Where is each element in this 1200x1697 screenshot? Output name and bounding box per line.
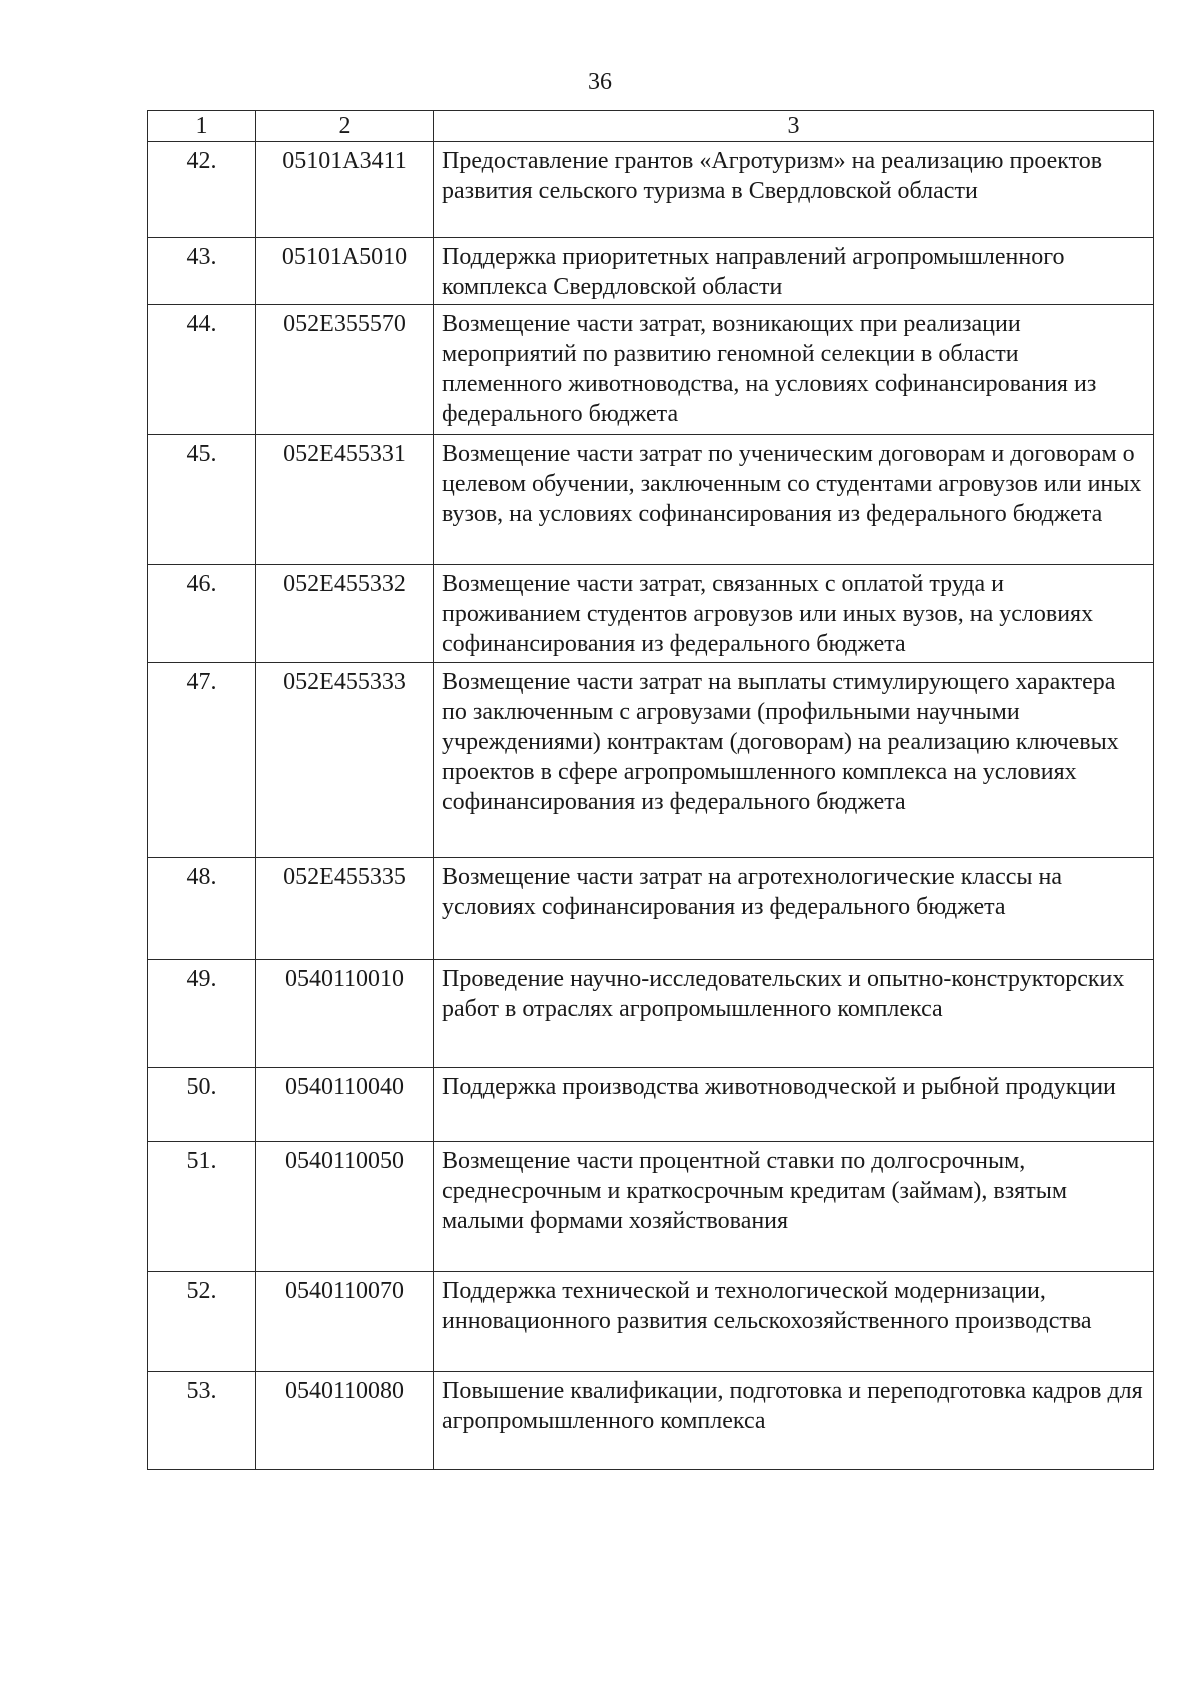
row-number: 47. (148, 663, 256, 858)
row-description: Возмещение части затрат на агротехнологические классы на условиях софинансирования из федерального бюджета (434, 858, 1154, 960)
column-header-code: 2 (256, 111, 434, 142)
row-code: 0540110040 (256, 1068, 434, 1142)
row-description: Возмещение части затрат по ученическим договорам и договорам о целевом обучении, заключенным со студентами агровузов или иных вузов, на условиях софинансирования из федерального бюджета (434, 435, 1154, 565)
row-code: 05101A3411 (256, 142, 434, 238)
table-row (148, 663, 1154, 858)
row-number: 50. (148, 1068, 256, 1142)
page-number: 36 (588, 69, 612, 95)
table-row (148, 305, 1154, 435)
row-number: 48. (148, 858, 256, 960)
table-header-row (148, 111, 1154, 142)
row-description: Поддержка производства животноводческой и рыбной продукции (434, 1068, 1154, 1142)
row-code: 0540110010 (256, 960, 434, 1068)
row-description: Поддержка приоритетных направлений агропромышленного комплекса Свердловской области (434, 238, 1154, 305)
row-description: Проведение научно-исследовательских и опытно-конструкторских работ в отраслях агропромышленного комплекса (434, 960, 1154, 1068)
column-header-description: 3 (434, 111, 1154, 142)
budget-code-table (147, 110, 1154, 1470)
row-code: 0540110050 (256, 1142, 434, 1272)
table-row (148, 565, 1154, 663)
row-description: Возмещение части процентной ставки по долгосрочным, среднесрочным и краткосрочным кредитам (займам), взятым малыми формами хозяйствования (434, 1142, 1154, 1272)
row-description: Предоставление грантов «Агротуризм» на реализацию проектов развития сельского туризма в Свердловской области (434, 142, 1154, 238)
row-code: 05101A5010 (256, 238, 434, 305)
row-code: 052E455335 (256, 858, 434, 960)
row-description: Повышение квалификации, подготовка и переподготовка кадров для агропромышленного комплекса (434, 1372, 1154, 1470)
row-code: 0540110080 (256, 1372, 434, 1470)
row-code: 052E455331 (256, 435, 434, 565)
table-row (148, 960, 1154, 1068)
row-number: 42. (148, 142, 256, 238)
row-number: 49. (148, 960, 256, 1068)
table-row (148, 142, 1154, 238)
table-row (148, 1142, 1154, 1272)
table-row (148, 1372, 1154, 1470)
row-code: 052E355570 (256, 305, 434, 435)
row-code: 0540110070 (256, 1272, 434, 1372)
row-description: Возмещение части затрат на выплаты стимулирующего характера по заключенным с агровузами (профильными научными учреждениями) контрактам (договорам) на реализацию ключевых проектов в сфере агропромышленного комплекса на условиях софинансирования из федерального бюджета (434, 663, 1154, 858)
column-header-number: 1 (148, 111, 256, 142)
row-description: Возмещение части затрат, связанных с оплатой труда и проживанием студентов агровузов или иных вузов, на условиях софинансирования из федерального бюджета (434, 565, 1154, 663)
row-description: Поддержка технической и технологической модернизации, инновационного развития сельскохозяйственного производства (434, 1272, 1154, 1372)
row-number: 52. (148, 1272, 256, 1372)
row-number: 43. (148, 238, 256, 305)
table-row (148, 238, 1154, 305)
row-number: 53. (148, 1372, 256, 1470)
row-number: 51. (148, 1142, 256, 1272)
table-row (148, 1068, 1154, 1142)
row-number: 45. (148, 435, 256, 565)
row-number: 44. (148, 305, 256, 435)
table-row (148, 435, 1154, 565)
table-row (148, 858, 1154, 960)
row-description: Возмещение части затрат, возникающих при реализации мероприятий по развитию геномной селекции в области племенного животноводства, на условиях софинансирования из федерального бюджета (434, 305, 1154, 435)
row-number: 46. (148, 565, 256, 663)
row-code: 052E455332 (256, 565, 434, 663)
row-code: 052E455333 (256, 663, 434, 858)
table-row (148, 1272, 1154, 1372)
